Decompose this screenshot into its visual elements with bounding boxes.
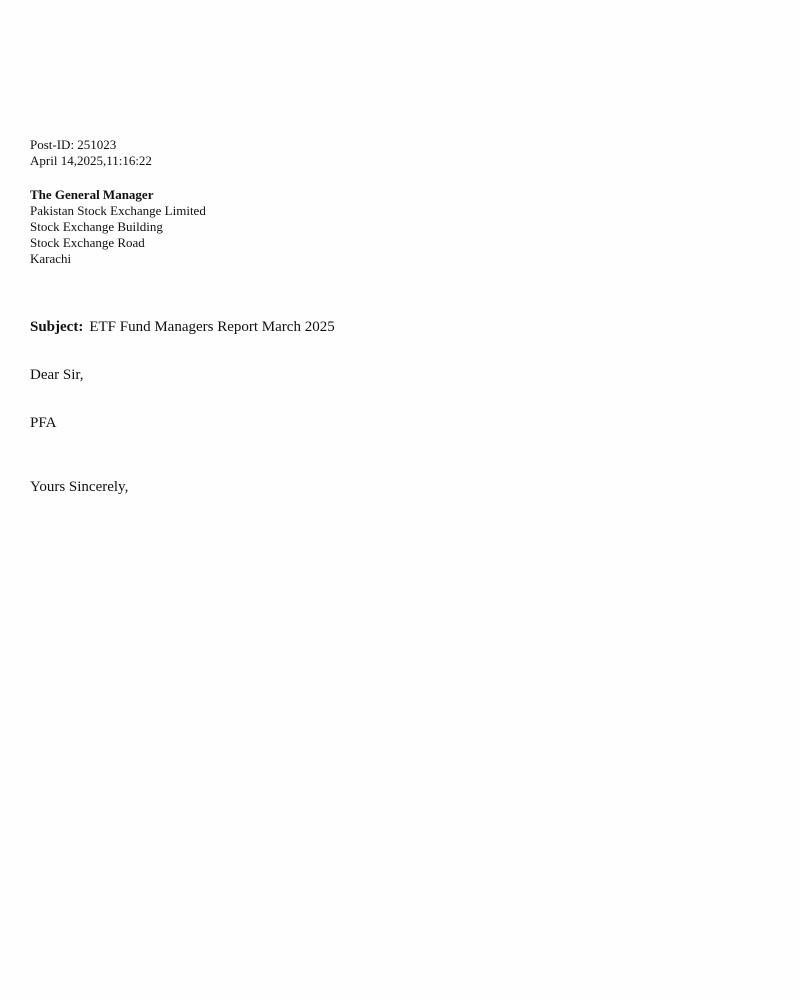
subject-label: Subject: [30, 319, 84, 335]
recipient-title: The General Manager [30, 187, 154, 202]
subject-text: ETF Fund Managers Report March 2025 [89, 319, 335, 335]
recipient-address [30, 187, 770, 267]
salutation: Dear Sir, [30, 367, 84, 383]
letter-datetime: April 14,2025,11:16:22 [30, 153, 152, 168]
address-line-city: Karachi [30, 251, 72, 266]
letter-document [30, 137, 770, 496]
closing: Yours Sincerely, [30, 479, 129, 495]
post-id: Post-ID: 251023 [30, 137, 117, 152]
address-line-road: Stock Exchange Road [30, 235, 145, 250]
letter-meta [30, 137, 770, 169]
subject-line [30, 318, 770, 336]
address-line-organization: Pakistan Stock Exchange Limited [30, 203, 206, 218]
letter-body: PFA [30, 415, 57, 431]
address-line-building: Stock Exchange Building [30, 219, 163, 234]
